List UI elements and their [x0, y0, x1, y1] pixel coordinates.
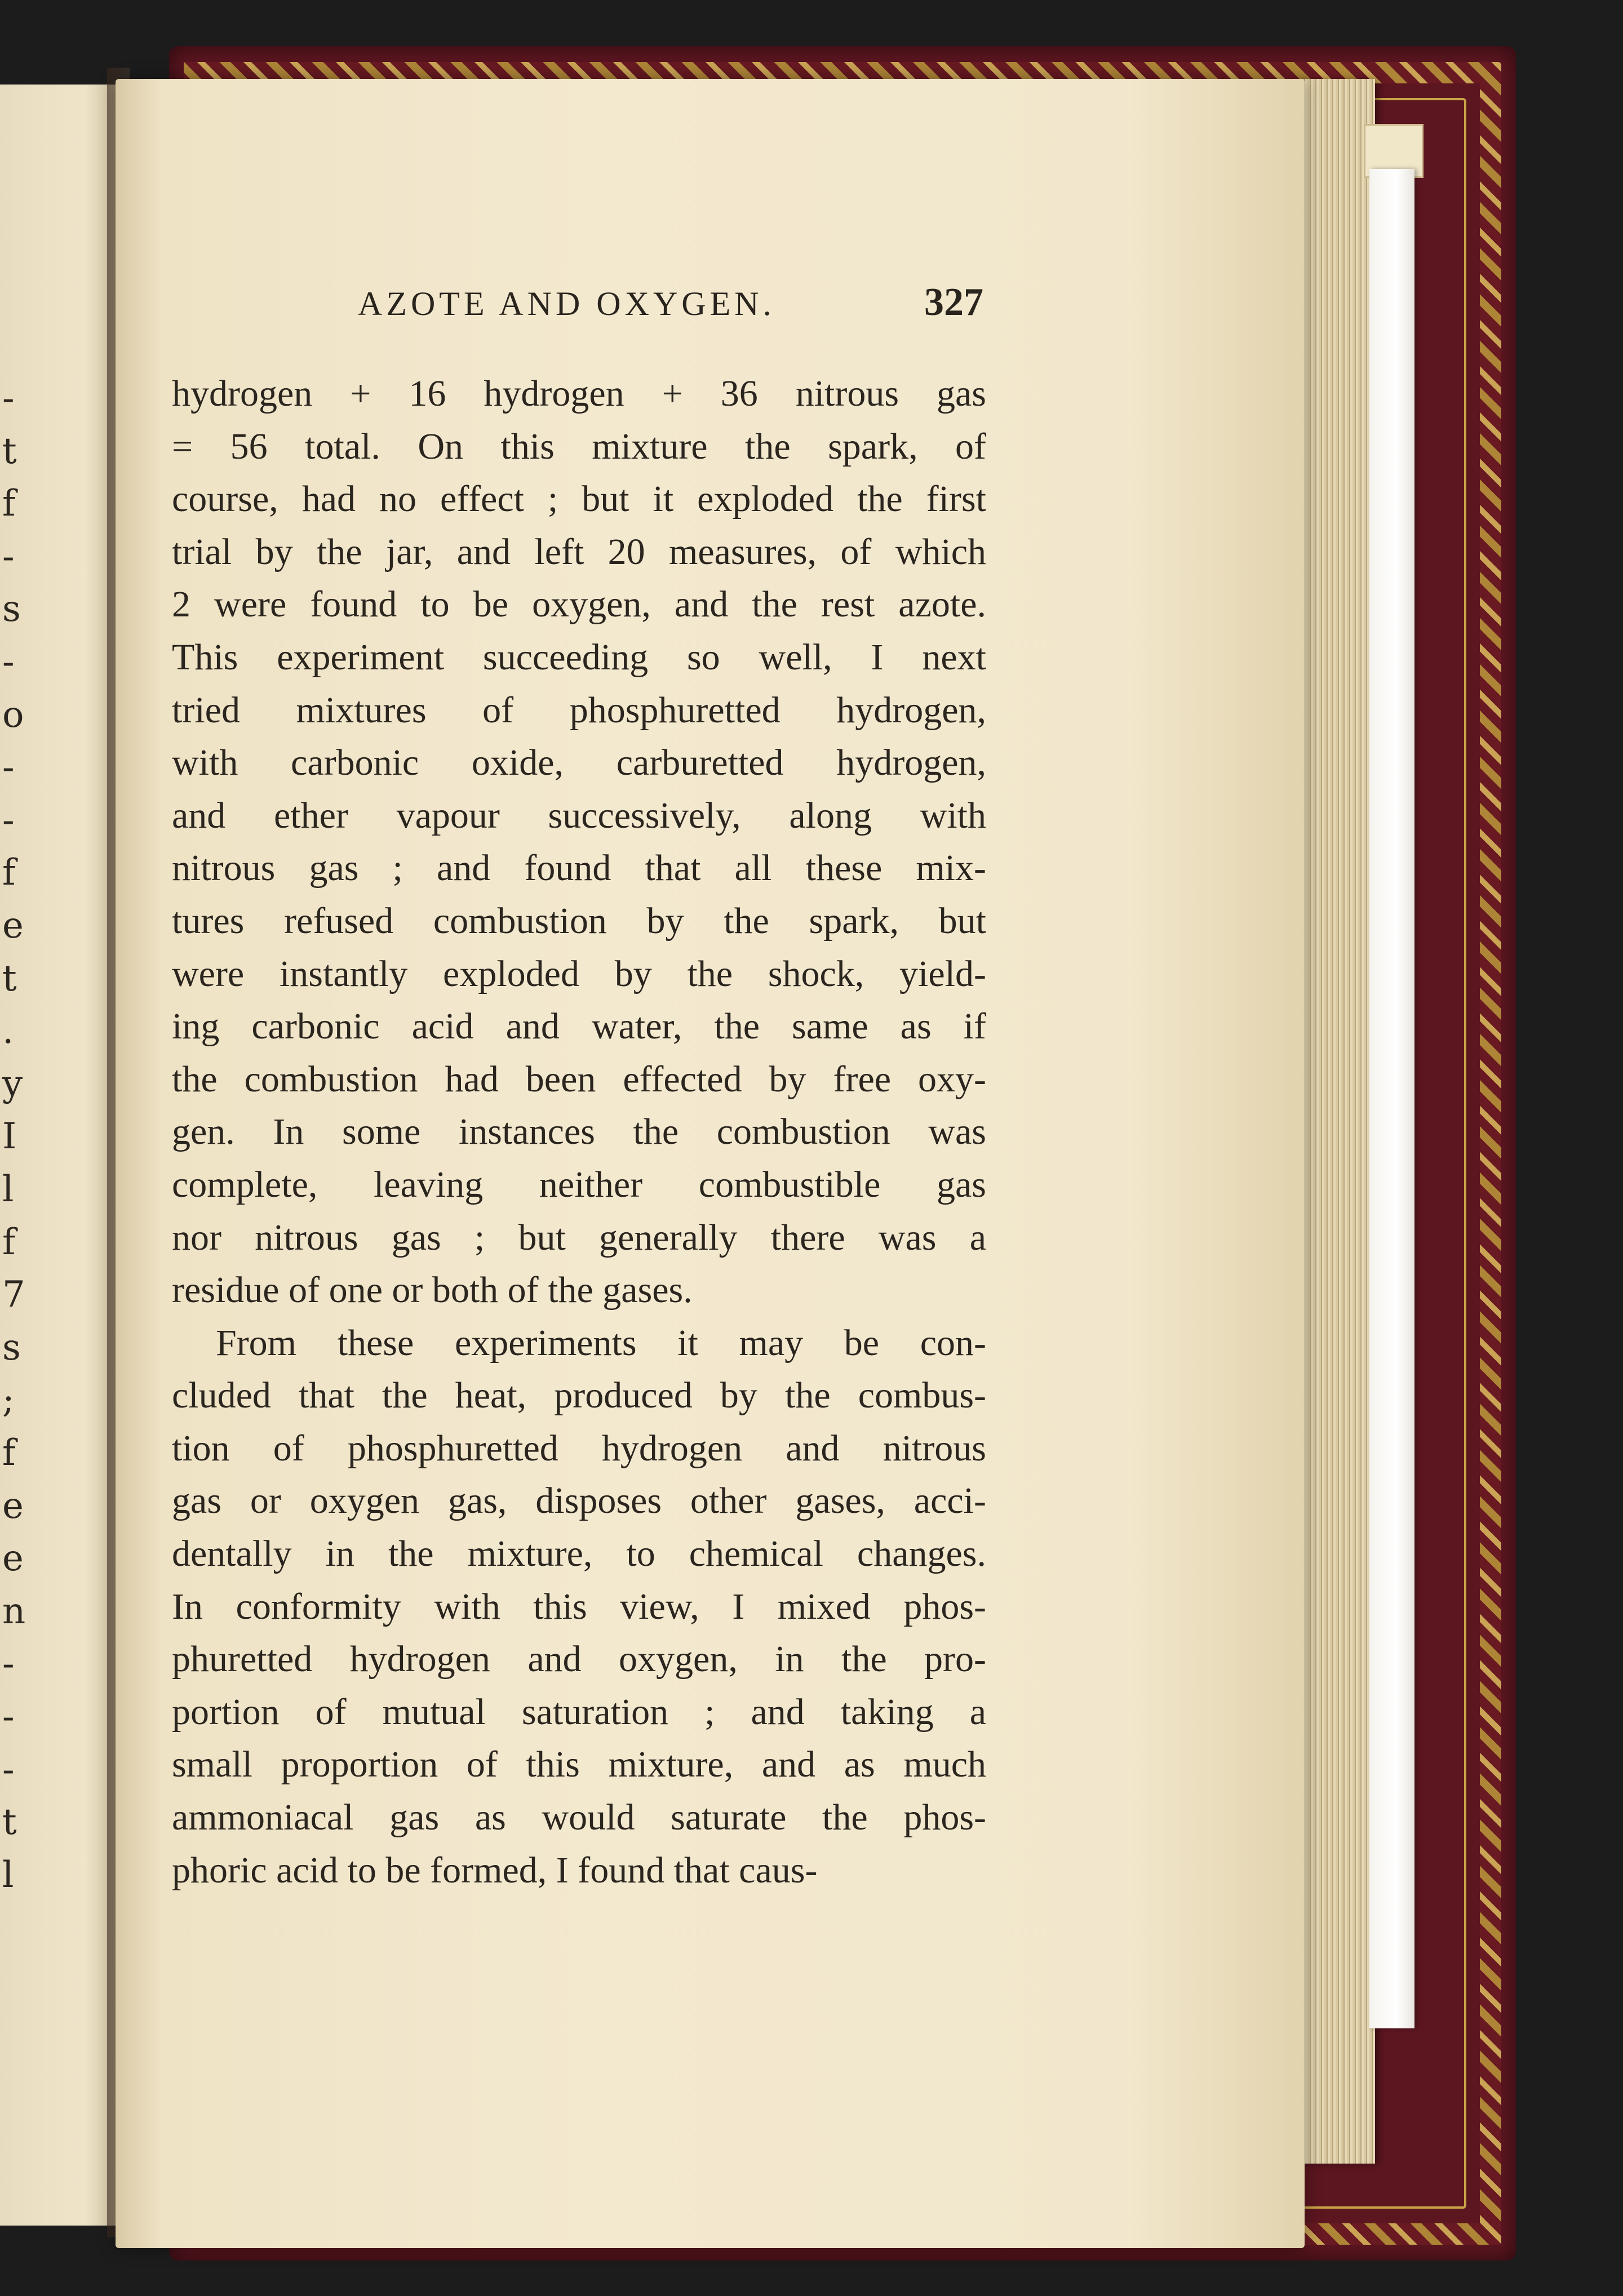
- text-line: dentally in the mixture, to chemical changes.: [172, 1533, 986, 1575]
- text-line: nor nitrous gas ; but generally there was a: [172, 1216, 986, 1258]
- text-line: course, had no effect ; but it exploded the first: [172, 478, 986, 520]
- text-line: From these experiments it may be con-: [216, 1322, 986, 1364]
- margin-char: t: [2, 430, 17, 472]
- margin-char: o: [2, 694, 24, 736]
- margin-char: l: [2, 1854, 14, 1896]
- text-line: small proportion of this mixture, and as much: [172, 1744, 986, 1786]
- margin-char: l: [2, 1169, 14, 1210]
- margin-char: -: [2, 1643, 15, 1685]
- margin-char: f: [2, 483, 16, 525]
- text-line: = 56 total. On this mixture the spark, of: [172, 425, 986, 467]
- margin-char: n: [2, 1590, 26, 1632]
- body-text: [172, 367, 986, 1897]
- text-line: tion of phosphuretted hydrogen and nitrous: [172, 1427, 986, 1469]
- text-line: tures refused combustion by the spark, but: [172, 900, 986, 942]
- left-page-margin-text: [0, 85, 26, 2226]
- margin-char: f: [2, 852, 16, 894]
- text-line: 2 were found to be oxygen, and the rest azote.: [172, 584, 986, 625]
- page-header: [358, 281, 983, 335]
- left-facing-page: [0, 85, 121, 2226]
- page-number: 327: [924, 281, 983, 324]
- margin-char: -: [2, 641, 15, 683]
- margin-char: I: [2, 1116, 17, 1158]
- text-line: phoric acid to be formed, I found that caus-: [172, 1849, 818, 1891]
- margin-char: 7: [2, 1274, 25, 1316]
- margin-char: ;: [2, 1379, 15, 1422]
- text-line: ammoniacal gas as would saturate the phos-: [172, 1797, 986, 1838]
- text-line: ing carbonic acid and water, the same as if: [172, 1006, 986, 1047]
- margin-char: e: [2, 1485, 24, 1527]
- margin-char: y: [2, 1063, 23, 1105]
- margin-char: s: [2, 588, 21, 630]
- margin-char: -: [2, 1748, 15, 1791]
- margin-char: .: [2, 1010, 14, 1052]
- text-line: hydrogen + 16 hydrogen + 36 nitrous gas: [172, 373, 986, 414]
- margin-char: t: [2, 957, 17, 1000]
- margin-char: e: [2, 1538, 24, 1580]
- page-edges: [1296, 79, 1375, 2164]
- running-head: AZOTE AND OXYGEN.: [358, 285, 775, 322]
- text-line: This experiment succeeding so well, I next: [172, 636, 986, 678]
- text-line: In conformity with this view, I mixed phos-: [172, 1586, 986, 1627]
- margin-char: -: [2, 799, 15, 841]
- text-line: nitrous gas ; and found that all these mix-: [172, 847, 986, 889]
- text-line: tried mixtures of phosphuretted hydrogen,: [172, 689, 986, 731]
- text-line: were instantly exploded by the shock, yield-: [172, 953, 986, 994]
- text-line: cluded that the heat, produced by the combus-: [172, 1375, 986, 1416]
- margin-char: t: [2, 1801, 17, 1844]
- text-line: complete, leaving neither combustible gas: [172, 1163, 986, 1205]
- margin-char: s: [2, 1326, 21, 1369]
- text-line: residue of one or both of the gases.: [172, 1269, 693, 1311]
- text-line: gen. In some instances the combustion was: [172, 1111, 986, 1153]
- text-line: trial by the jar, and left 20 measures, of which: [172, 531, 986, 572]
- margin-char: -: [2, 535, 15, 578]
- margin-char: f: [2, 1221, 16, 1263]
- margin-char: -: [2, 378, 15, 419]
- margin-char: -: [2, 1696, 15, 1738]
- margin-char: f: [2, 1432, 16, 1474]
- margin-char: -: [2, 747, 15, 789]
- text-line: phuretted hydrogen and oxygen, in the pro-: [172, 1638, 986, 1680]
- text-line: portion of mutual saturation ; and taking a: [172, 1691, 986, 1733]
- paper-bookmark: [1369, 169, 1414, 2028]
- text-line: gas or oxygen gas, disposes other gases, acci-: [172, 1480, 986, 1522]
- text-line: with carbonic oxide, carburetted hydrogen,: [172, 742, 986, 784]
- text-line: and ether vapour successively, along with: [172, 794, 986, 836]
- text-line: the combustion had been effected by free oxy-: [172, 1058, 986, 1100]
- margin-char: e: [2, 905, 24, 947]
